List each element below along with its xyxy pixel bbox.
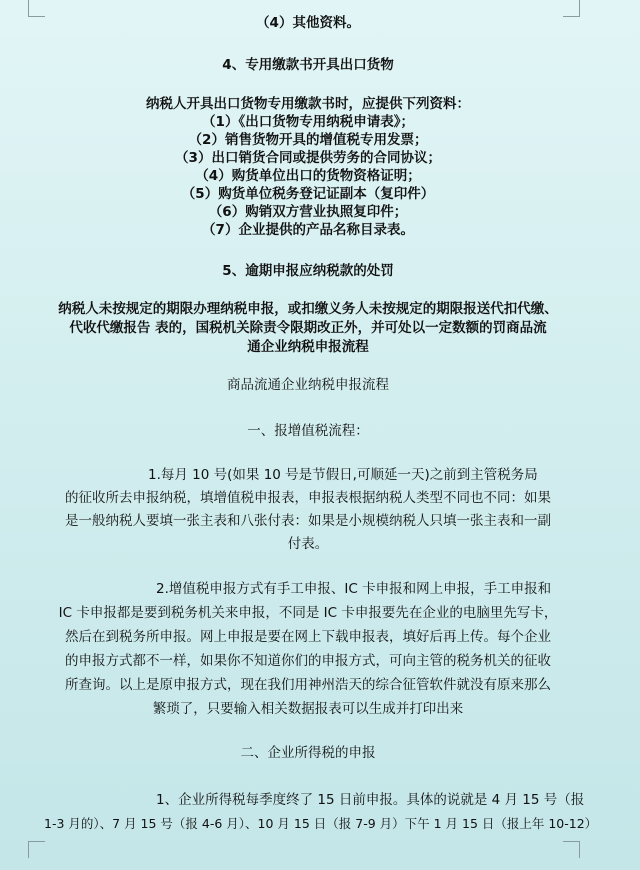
paragraph-line: 纳税人开具出口货物专用缴款书时，应提供下列资料：: [146, 96, 470, 112]
paragraph-line: 代收代缴报告 表的，国税机关除责令限期改正外，并可处以一定数额的罚商品流: [69, 320, 547, 336]
list-item: （6）购销双方营业执照复印件；: [208, 204, 408, 220]
paragraph-line: 1-3 月的）、7 月 15 号（报 4-6 月）、10 月 15 日（报 7-9 月）下午 1 月 15 日（报上年 10-12）: [44, 816, 598, 831]
list-item: （1）《出口货物专用纳税申请表》；: [202, 114, 414, 130]
page-corner-mark: [28, 0, 45, 17]
paragraph-line: 付表。: [287, 536, 329, 552]
list-item: （3）出口销货合同或提供劳务的合同协议；: [175, 150, 441, 166]
list-item: （2）销售货物开具的增值税专用发票；: [188, 132, 428, 148]
paragraph-line: 2.增值税申报方式有手工申报、IC 卡申报和网上申报，手工申报和: [156, 581, 552, 597]
list-item: （4）购货单位出口的货物资格证明；: [195, 168, 421, 184]
section-heading: 一、报增值税流程：: [247, 423, 369, 439]
paragraph-line: 纳税人未按规定的期限办理纳税申报，或扣缴义务人未按规定的期限报送代扣代缴、: [58, 301, 558, 317]
paragraph-line: 1、企业所得税每季度终了 15 日前申报。具体的说就是 4 月 15 号（报: [156, 792, 585, 808]
list-item: （5）购货单位税务登记证副本（复印件）: [181, 186, 435, 202]
paragraph-line: 所查询。以上是原申报方式，现在我们用神州浩天的综合征管软件就没有原来那么: [65, 677, 551, 693]
paragraph-line: 的申报方式都不一样，如果你不知道你们的申报方式，可向主管的税务机关的征收: [65, 653, 551, 669]
paragraph-line: 繁琐了，只要输入相关数据报表可以生成并打印出来: [152, 701, 464, 717]
paragraph-line: 1.每月 10 号(如果 10 号是节假日,可顺延一天)之前到主管税务局: [148, 467, 538, 483]
list-item: （7）企业提供的产品名称目录表。: [202, 222, 414, 238]
paragraph-line: IC 卡申报都是要到税务机关来申报，不同是 IC 卡申报要先在企业的电脑里先写卡，: [58, 605, 558, 621]
section-heading: 4、专用缴款书开具出口货物: [222, 57, 394, 73]
section-title: 商品流通企业纳税申报流程: [227, 377, 389, 393]
page-corner-mark: [28, 841, 45, 858]
paragraph-line: 是一般纳税人要填一张主表和八张付表：如果是小规模纳税人只填一张主表和一副: [65, 513, 551, 529]
paragraph-line: 通企业纳税申报流程: [247, 339, 369, 355]
page-corner-mark: [563, 841, 580, 858]
paragraph-line: 的征收所去申报纳税，填增值税申报表，申报表根据纳税人类型不同也不同：如果: [65, 490, 551, 506]
section-heading: 二、企业所得税的申报: [240, 745, 376, 761]
section-heading: 5、逾期申报应纳税款的处罚: [222, 263, 394, 279]
list-item: （4）其他资料。: [256, 15, 360, 31]
paragraph-line: 然后在到税务所申报。网上申报是要在网上下载申报表，填好后再上传。每个企业: [65, 629, 551, 645]
